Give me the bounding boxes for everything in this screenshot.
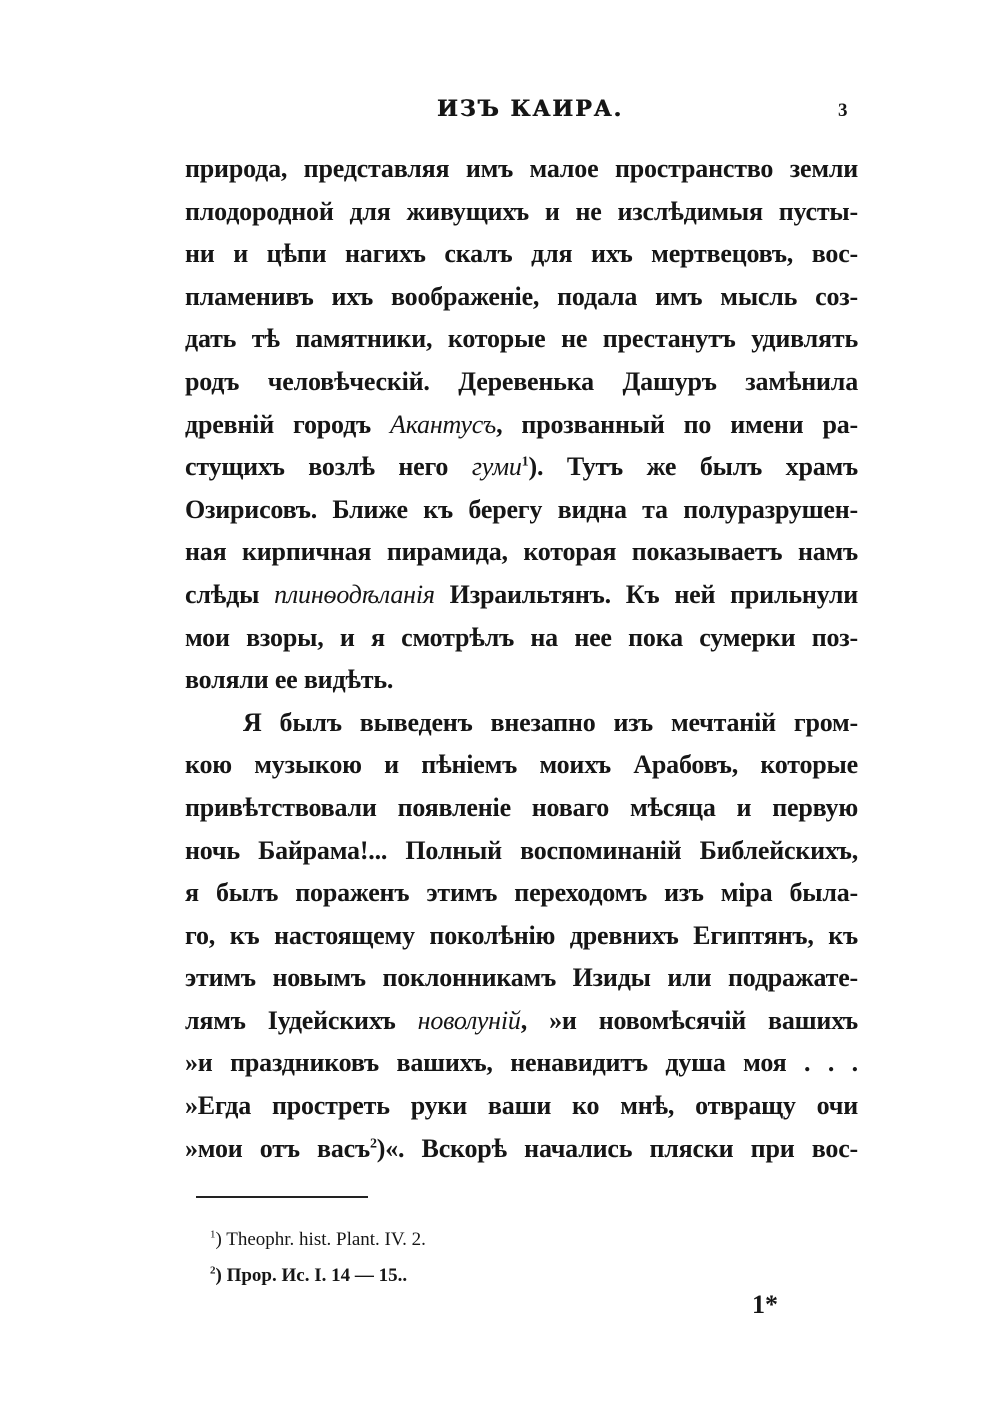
- text-line: [185, 233, 858, 276]
- line-text: »Егда простреть руки ваши ко мнѣ, отвращу очи: [185, 1091, 858, 1121]
- italic-text: гуми: [471, 452, 522, 482]
- line-text: дать тѣ памятники, которые не престанутъ удивлять: [185, 324, 858, 354]
- line-text: »и праздниковъ вашихъ, ненавидитъ душа моя . . .: [185, 1048, 858, 1078]
- text-line: [185, 404, 858, 447]
- text-line: [185, 659, 858, 702]
- italic-text: плинѳодѣланія: [274, 579, 435, 609]
- footnote-marker: 2: [210, 1264, 216, 1277]
- text-line: [185, 744, 858, 787]
- line-text: слѣды: [185, 579, 275, 609]
- italic-text: новолуній: [417, 1005, 521, 1035]
- footnote-2: [210, 1258, 426, 1294]
- line-text: привѣтствовали появленіе новаго мѣсяца и первую: [185, 792, 858, 822]
- footnote-divider: [196, 1196, 368, 1198]
- line-text: этимъ новымъ поклонникамъ Изиды или подражате-: [185, 963, 858, 993]
- text-line: [185, 318, 858, 361]
- line-text: Я былъ выведенъ внезапно изъ мечтаній гром-: [243, 707, 858, 737]
- text-line: [185, 872, 858, 915]
- footnote-text: ) Прор. Ис. I. 14 — 15..: [215, 1265, 408, 1286]
- line-text: »мои отъ васъ: [185, 1133, 370, 1163]
- text-line: [185, 830, 858, 873]
- text-line: [185, 361, 858, 404]
- line-text: лямъ Іудейскихъ: [185, 1005, 418, 1035]
- line-text: родъ человѣческій. Деревенька Дашуръ замѣнила: [185, 366, 858, 396]
- line-text: воляли ее видѣть.: [185, 665, 394, 695]
- line-text: я былъ пораженъ этимъ переходомъ изъ міра былa-: [185, 878, 858, 908]
- line-text: пламенивъ ихъ воображеніе, подала имъ мысль соз-: [185, 281, 858, 311]
- text-line: [185, 489, 858, 532]
- italic-text: Акантусъ: [390, 409, 497, 439]
- text-line: [185, 957, 858, 1000]
- signature-mark: 1*: [752, 1290, 778, 1319]
- line-text: мои взоры, и я смотрѣлъ на нее пока сумерки поз-: [185, 622, 858, 652]
- line-text: , прозванный по имени ра-: [496, 409, 858, 439]
- text-line: [185, 702, 858, 745]
- footnote-reference: 1: [521, 454, 529, 470]
- line-text: ночь Байрама!... Полный воспоминаній Библейскихъ,: [185, 835, 858, 865]
- line-text: стущихъ возлѣ него: [185, 452, 472, 482]
- text-line: [185, 276, 858, 319]
- footnote-marker: 1: [210, 1228, 216, 1241]
- line-text: ни и цѣпи нагихъ скалъ для ихъ мертвецовъ, вос-: [185, 239, 858, 269]
- text-line: [185, 1042, 858, 1085]
- line-text: ная кирпичная пирамида, которая показываетъ намъ: [185, 537, 858, 567]
- line-text: ). Тутъ же былъ храмъ: [528, 452, 859, 482]
- text-line: [185, 1000, 858, 1043]
- text-line: [185, 1085, 858, 1128]
- line-text: го, къ настоящему поколѣнію древнихъ Египтянъ, къ: [185, 920, 858, 950]
- line-text: кою музыкою и пѣніемъ моихъ Арабовъ, которые: [185, 750, 858, 780]
- footnote-text: ) Theophr. hist. Plant. IV. 2.: [215, 1229, 426, 1250]
- line-text: Израильтянъ. Къ ней прильнули: [434, 579, 859, 609]
- text-line: [185, 191, 858, 234]
- text-line: [185, 787, 858, 830]
- running-header-title: ИЗЪ КАИРА.: [436, 96, 624, 122]
- text-line: [185, 617, 858, 660]
- line-text: природа, представляя имъ малое пространство земли: [185, 154, 858, 183]
- line-text: )«. Вскорѣ начались пляски при вос-: [376, 1133, 858, 1163]
- footnote-reference: 2: [369, 1136, 377, 1151]
- text-line: [185, 148, 858, 191]
- body-text: [185, 148, 858, 1170]
- text-line: [185, 574, 858, 617]
- line-text: плодородной для живущихъ и не изслѣдимыя пусты-: [185, 196, 858, 226]
- footnote-1: [210, 1222, 426, 1258]
- text-line: [185, 531, 858, 574]
- line-text: древній городъ: [185, 409, 391, 439]
- text-line: [185, 915, 858, 958]
- page-number: 3: [838, 100, 848, 121]
- text-line: [185, 1128, 858, 1171]
- text-line: [185, 446, 858, 489]
- line-text: , »и новомѣсячій вашихъ: [520, 1005, 858, 1035]
- line-text: Озирисовъ. Ближе къ берегу видна та полуразрушен-: [185, 494, 858, 524]
- footnotes: [210, 1222, 426, 1294]
